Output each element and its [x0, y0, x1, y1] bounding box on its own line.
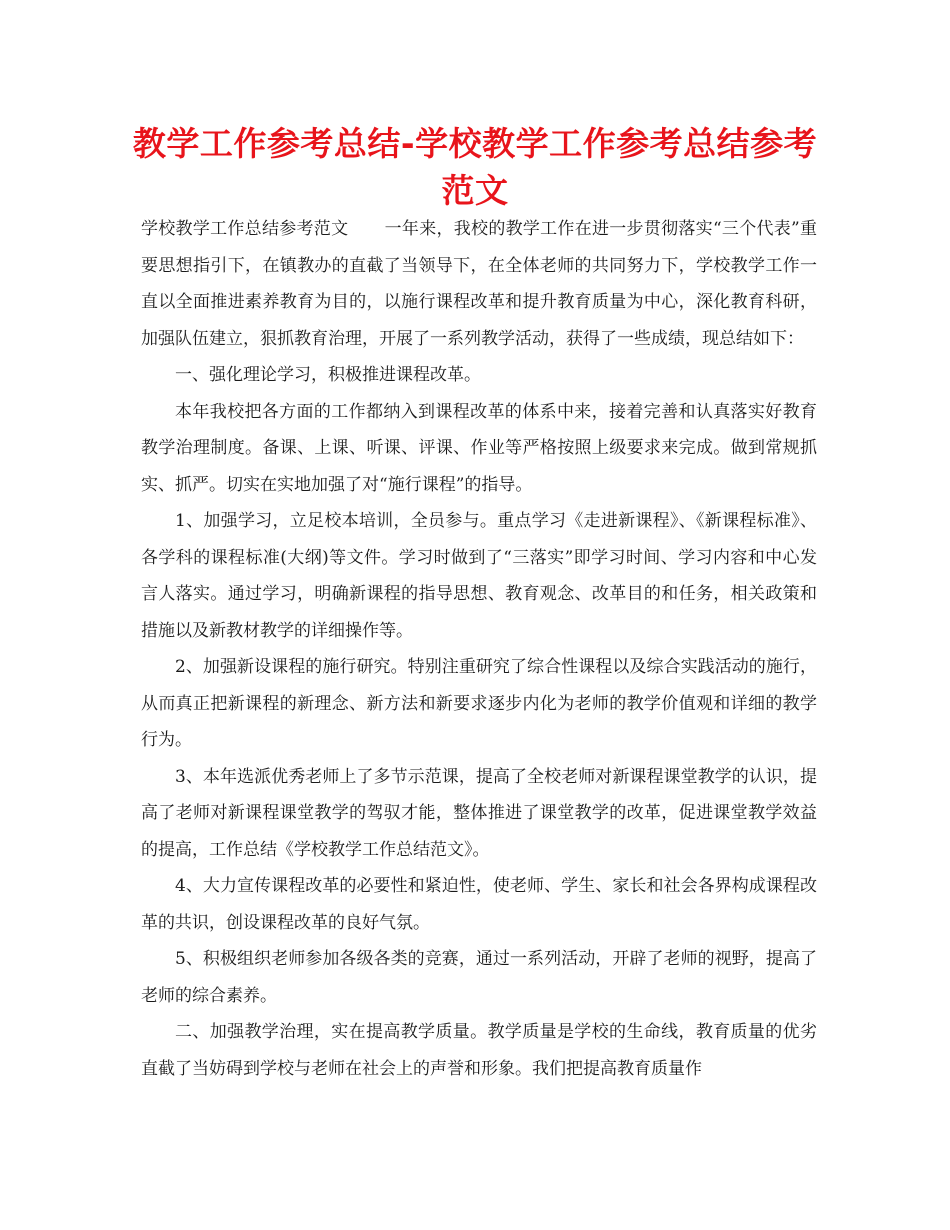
section-heading-1: 一、强化理论学习，积极推进课程改革。 [175, 365, 481, 385]
body-paragraph: 5、积极组织老师参加各级各类的竞赛，通过一系列活动，开辟了老师的视野，提高了老师的综合素养。 [141, 949, 817, 1006]
intro-text: 一年来，我校的教学工作在进一步贯彻落实“三个代表”重要思想指引下，在镇教办的直截了当领导下，在全体老师的共同努力下，学校教学工作一直以全面推进素养教育为目的，以施行课程改革和提升教育质量为中心，深化教育科研，加强队伍建立，狠抓教育治理，开展了一系列教学活动，获得了一些成绩，现总结如下： [141, 219, 817, 349]
document-title: 教学工作参考总结-学校教学工作参考总结参考范文 [132, 124, 818, 210]
body-paragraph: 本年我校把各方面的工作都纳入到课程改革的体系中来，接着完善和认真落实好教育教学治理制度。备课、上课、听课、评课、作业等严格按照上级要求来完成。做到常规抓实、抓严。切实在实地加强了对“施行课程”的指导。 [141, 401, 817, 495]
section-heading-2: 二、加强教学治理，实在提高教学质量。教学质量是学校的生命线，教育质量的优劣直截了当妨碍到学校与老师在社会上的声誉和形象。我们把提高教育质量作 [141, 1022, 817, 1079]
intro-paragraph [141, 211, 817, 357]
document-body [141, 211, 817, 1087]
body-paragraph: 4、大力宣传课程改革的必要性和紧迫性，使老师、学生、家长和社会各界构成课程改革的共识，创设课程改革的良好气氛。 [141, 876, 817, 933]
body-paragraph: 1、加强学习，立足校本培训，全员参与。重点学习《走进新课程》、《新课程标准》、各学科的课程标准(大纲)等文件。学习时做到了“三落实”即学习时间、学习内容和中心发言人落实。通过学习，明确新课程的指导思想、教育观念、改革目的和任务，相关政策和措施以及新教材教学的详细操作等。 [141, 511, 817, 641]
body-paragraph: 2、加强新设课程的施行研究。特别注重研究了综合性课程以及综合实践活动的施行，从而真正把新课程的新理念、新方法和新要求逐步内化为老师的教学价值观和详细的教学行为。 [141, 657, 817, 750]
intro-label: 学校教学工作总结参考范文 [141, 219, 349, 239]
body-paragraph: 3、本年选派优秀老师上了多节示范课，提高了全校老师对新课程课堂教学的认识，提高了老师对新课程课堂教学的驾驭才能，整体推进了课堂教学的改革，促进课堂教学效益的提高，工作总结《学校教学工作总结范文》。 [141, 766, 817, 860]
